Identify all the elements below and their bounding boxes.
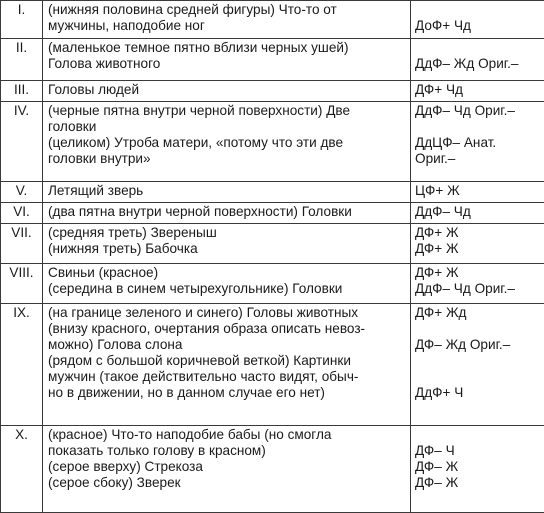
card-number-cell	[1, 39, 43, 81]
table-row	[1, 102, 544, 182]
response-text-line: можно) Голова слона	[48, 337, 407, 353]
card-number: I.	[1, 2, 42, 18]
scoring-spacer	[415, 321, 541, 337]
response-text-cell	[43, 426, 411, 513]
card-number: X.	[1, 427, 42, 443]
table-row	[1, 81, 544, 102]
scoring-spacer	[415, 427, 541, 443]
response-text-line: (на границе зеленого и синего) Головы животных	[48, 305, 407, 321]
card-number: VI.	[1, 204, 42, 220]
scoring-spacer	[415, 353, 541, 369]
scoring-cell	[411, 39, 544, 81]
response-text-cell	[43, 264, 411, 304]
card-number-cell	[1, 203, 43, 224]
card-number-cell	[1, 426, 43, 513]
response-text-line: мужчины, наподобие ног	[48, 18, 407, 34]
response-text-line: головки	[48, 119, 407, 135]
response-text-line: (средняя треть) Звереныш	[48, 225, 407, 241]
card-number-cell	[1, 182, 43, 203]
response-text-line: (два пятна внутри черной поверхности) Головки	[48, 204, 407, 220]
scoring-code: Ориг.–	[415, 151, 541, 167]
protocol-table-body	[1, 1, 544, 513]
card-number: IX.	[1, 305, 42, 321]
table-row	[1, 182, 544, 203]
response-text-line: (нижняя треть) Бабочка	[48, 241, 407, 257]
response-text-line: (серое сбоку) Зверек	[48, 475, 407, 491]
table-row	[1, 264, 544, 304]
scoring-code: ДдФ+ Ч	[415, 385, 541, 401]
table-row	[1, 426, 544, 513]
scoring-spacer	[415, 369, 541, 385]
scoring-cell	[411, 426, 544, 513]
scoring-code: ДФ+ Чд	[415, 82, 541, 98]
scoring-cell	[411, 102, 544, 182]
response-text-line: (маленькое темное пятно вблизи черных ушей)	[48, 40, 407, 56]
scoring-cell	[411, 203, 544, 224]
scoring-code: ДФ+ Ж	[415, 265, 541, 281]
response-text-cell	[43, 39, 411, 81]
table-row	[1, 203, 544, 224]
response-text-line: показать только голову в красном)	[48, 443, 407, 459]
card-number-cell	[1, 224, 43, 264]
scoring-cell	[411, 264, 544, 304]
response-text-cell	[43, 182, 411, 203]
scoring-code: ДдФ– Жд Ориг.–	[415, 56, 541, 72]
scoring-cell	[411, 1, 544, 39]
card-number-cell	[1, 1, 43, 39]
scoring-spacer	[415, 40, 541, 56]
scoring-code: ДФ+ Ж	[415, 225, 541, 241]
response-text-cell	[43, 203, 411, 224]
card-number-cell	[1, 81, 43, 102]
response-text-line: (целиком) Утроба матери, «потому что эти две	[48, 135, 407, 151]
response-text-line: (черные пятна внутри черной поверхности) Две	[48, 103, 407, 119]
card-number-cell	[1, 264, 43, 304]
response-text-line: но в движении, но в данном случае его нет)	[48, 385, 407, 401]
response-text-cell	[43, 102, 411, 182]
table-row	[1, 1, 544, 39]
scoring-code: ЦФ+ Ж	[415, 183, 541, 199]
table-row	[1, 39, 544, 81]
scoring-spacer	[415, 2, 541, 18]
response-text-line: Головы людей	[48, 82, 407, 98]
response-text-line: (середина в синем четырехугольнике) Головки	[48, 281, 407, 297]
response-text-line: (серое вверху) Стрекоза	[48, 459, 407, 475]
scoring-cell	[411, 304, 544, 426]
card-number: IV.	[1, 103, 42, 119]
response-text-line: Свиньи (красное)	[48, 265, 407, 281]
scoring-code: ДФ+ Ж	[415, 241, 541, 257]
response-text-line: головки внутри»	[48, 151, 407, 167]
card-number-cell	[1, 102, 43, 182]
table-row	[1, 304, 544, 426]
scoring-code: ДоФ+ Чд	[415, 18, 541, 34]
response-text-line: (внизу красного, очертания образа описать невоз-	[48, 321, 407, 337]
scoring-code: ДдФ– Чд Ориг.–	[415, 103, 541, 119]
response-text-line: (нижняя половина средней фигуры) Что-то от	[48, 2, 407, 18]
response-text-line: (рядом с большой коричневой веткой) Картинки	[48, 353, 407, 369]
card-number: III.	[1, 82, 42, 98]
scoring-code: ДдФ– Чд	[415, 204, 541, 220]
card-number-cell	[1, 304, 43, 426]
response-text-cell	[43, 1, 411, 39]
scoring-code: ДдФ– Чд Ориг.–	[415, 281, 541, 297]
scoring-code: ДФ– Ж	[415, 459, 541, 475]
response-text-cell	[43, 81, 411, 102]
scoring-code: ДФ– Ч	[415, 443, 541, 459]
table-row	[1, 224, 544, 264]
response-text-line: Голова животного	[48, 56, 407, 72]
scoring-code: ДдЦФ– Анат.	[415, 135, 541, 151]
response-text-line: мужчин (такое действительно часто видят, обыч-	[48, 369, 407, 385]
response-text-line: (красное) Что-то наподобие бабы (но смогла	[48, 427, 407, 443]
scoring-code: ДФ– Жд Ориг.–	[415, 337, 541, 353]
scoring-cell	[411, 182, 544, 203]
response-text-cell	[43, 304, 411, 426]
scoring-spacer	[415, 119, 541, 135]
scoring-code: ДФ+ Жд	[415, 305, 541, 321]
card-number: II.	[1, 40, 42, 56]
response-text-cell	[43, 224, 411, 264]
response-text-line: Летящий зверь	[48, 183, 407, 199]
card-number: V.	[1, 183, 42, 199]
card-number: VIII.	[1, 265, 42, 281]
scoring-cell	[411, 224, 544, 264]
card-number: VII.	[1, 225, 42, 241]
scoring-cell	[411, 81, 544, 102]
scoring-code: ДФ– Ж	[415, 475, 541, 491]
